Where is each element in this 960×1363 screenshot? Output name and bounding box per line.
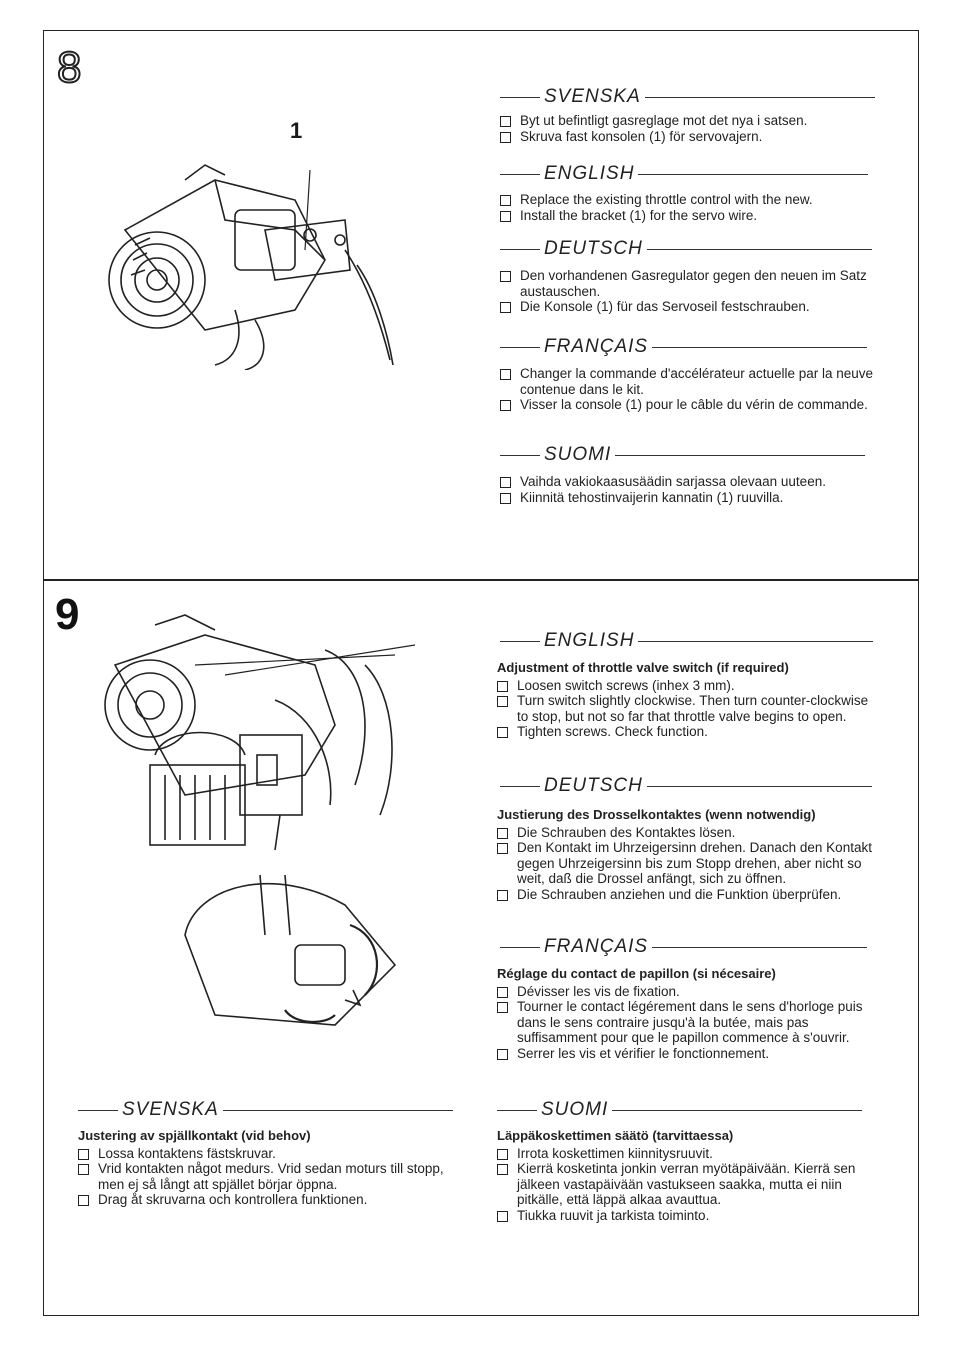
step9-english-text [497, 660, 882, 740]
list-item: Install the bracket (1) for the servo wire. [500, 208, 885, 224]
checkbox-icon [497, 828, 508, 839]
list-item: Visser la console (1) pour le câble du vérin de commande. [500, 397, 885, 413]
checkbox-icon [497, 696, 508, 707]
checkbox-icon [497, 1149, 508, 1160]
checkbox-icon [497, 1164, 508, 1175]
list-item: Lossa kontaktens fästskruvar. [78, 1146, 463, 1162]
checkbox-icon [497, 1211, 508, 1222]
list-item: Byt ut befintligt gasreglage mot det nya i satsen. [500, 113, 885, 129]
step8-english-text [500, 192, 885, 223]
step9-lang-deutsch: DEUTSCH [500, 775, 872, 797]
list-item: Turn switch slightly clockwise. Then turn counter-clockwise to stop, but not so far that throttle valve begins to open. [497, 693, 882, 724]
checkbox-icon [500, 211, 511, 222]
step9-lang-svenska: SVENSKA [78, 1099, 453, 1121]
step9-suomi-text [497, 1128, 882, 1223]
step8-lang-english: ENGLISH [500, 163, 868, 185]
list-item: Kierrä kosketinta jonkin verran myötäpäivään. Kierrä sen jälkeen vastapäivään vastukseen saakka, mutta ei niin pitkälle, että läppä alkaa avauttua. [497, 1161, 882, 1208]
list-item: Vrid kontakten något medurs. Vrid sedan moturs till stopp, men ej så långt att spjället börjar öppna. [78, 1161, 463, 1192]
checkbox-icon [78, 1149, 89, 1160]
list-item: Die Konsole (1) für das Servoseil festschrauben. [500, 299, 885, 315]
step9-throttle-switch-illustration [95, 605, 475, 1045]
step9-number: 9 [55, 590, 80, 639]
list-item: Loosen switch screws (inhex 3 mm). [497, 678, 882, 694]
list-item: Drag åt skruvarna och kontrollera funktionen. [78, 1192, 463, 1208]
checkbox-icon [500, 369, 511, 380]
step8-number: 8 [57, 43, 82, 92]
list-item: Den Kontakt im Uhrzeigersinn drehen. Danach den Kontakt gegen Uhrzeigersinn bis zum Stopp drehen, aber nicht so weit, daß die Drossel anfängt, sich zu öffnen. [497, 840, 882, 887]
step9-deutsch-text [497, 807, 882, 902]
checkbox-icon [500, 302, 511, 313]
checkbox-icon [497, 1049, 508, 1060]
checkbox-icon [78, 1195, 89, 1206]
checkbox-icon [500, 400, 511, 411]
section-heading: Läppäkoskettimen säätö (tarvittaessa) [497, 1128, 734, 1143]
list-item: Skruva fast konsolen (1) för servovajern. [500, 129, 885, 145]
list-item: Die Schrauben des Kontaktes lösen. [497, 825, 882, 841]
checkbox-icon [500, 116, 511, 127]
step8-suomi-text [500, 474, 885, 505]
checkbox-icon [78, 1164, 89, 1175]
step9-lang-english: ENGLISH [500, 630, 873, 652]
list-item: Die Schrauben anziehen und die Funktion überprüfen. [497, 887, 882, 903]
list-item: Changer la commande d'accélérateur actuelle par la neuve contenue dans le kit. [500, 366, 885, 397]
checkbox-icon [497, 727, 508, 738]
section-heading: Réglage du contact de papillon (si nécesaire) [497, 966, 776, 981]
step9-lang-francais: FRANÇAIS [500, 936, 867, 958]
step8-francais-text [500, 366, 885, 413]
step8-throttle-illustration [95, 120, 395, 370]
step9-svenska-text [78, 1128, 463, 1208]
checkbox-icon [500, 195, 511, 206]
list-item: Tighten screws. Check function. [497, 724, 882, 740]
section-heading: Adjustment of throttle valve switch (if required) [497, 660, 789, 675]
checkbox-icon [497, 987, 508, 998]
checkbox-icon [500, 493, 511, 504]
step8-callout-label: 1 [290, 118, 303, 143]
section-heading: Justierung des Drosselkontaktes (wenn notwendig) [497, 807, 816, 822]
list-item: Kiinnitä tehostinvaijerin kannatin (1) ruuvilla. [500, 490, 885, 506]
list-item: Vaihda vakiokaasusäädin sarjassa olevaan uuteen. [500, 474, 885, 490]
list-item: Irrota koskettimen kiinnitysruuvit. [497, 1146, 882, 1162]
step9-lang-suomi: SUOMI [497, 1099, 862, 1121]
step8-svenska-text [500, 113, 885, 144]
list-item: Den vorhandenen Gasregulator gegen den neuen im Satz austauschen. [500, 268, 885, 299]
section-heading: Justering av spjällkontakt (vid behov) [78, 1128, 311, 1143]
step8-lang-suomi: SUOMI [500, 444, 865, 466]
checkbox-icon [497, 1002, 508, 1013]
checkbox-icon [500, 271, 511, 282]
step8-deutsch-text [500, 268, 885, 315]
step8-lang-deutsch: DEUTSCH [500, 238, 872, 260]
checkbox-icon [497, 890, 508, 901]
list-item: Tiukka ruuvit ja tarkista toiminto. [497, 1208, 882, 1224]
list-item: Dévisser les vis de fixation. [497, 984, 882, 1000]
step8-lang-francais: FRANÇAIS [500, 336, 867, 358]
list-item: Replace the existing throttle control with the new. [500, 192, 885, 208]
list-item: Tourner le contact légérement dans le sens d'horloge puis dans le sens contraire jusqu'à la butée, mais pas suffisamment pour que le papillon commence à s'ouvrir. [497, 999, 882, 1046]
step9-francais-text [497, 966, 882, 1061]
list-item: Serrer les vis et vérifier le fonctionnement. [497, 1046, 882, 1062]
checkbox-icon [500, 477, 511, 488]
step8-lang-svenska: SVENSKA [500, 86, 875, 108]
checkbox-icon [497, 681, 508, 692]
checkbox-icon [497, 843, 508, 854]
checkbox-icon [500, 132, 511, 143]
